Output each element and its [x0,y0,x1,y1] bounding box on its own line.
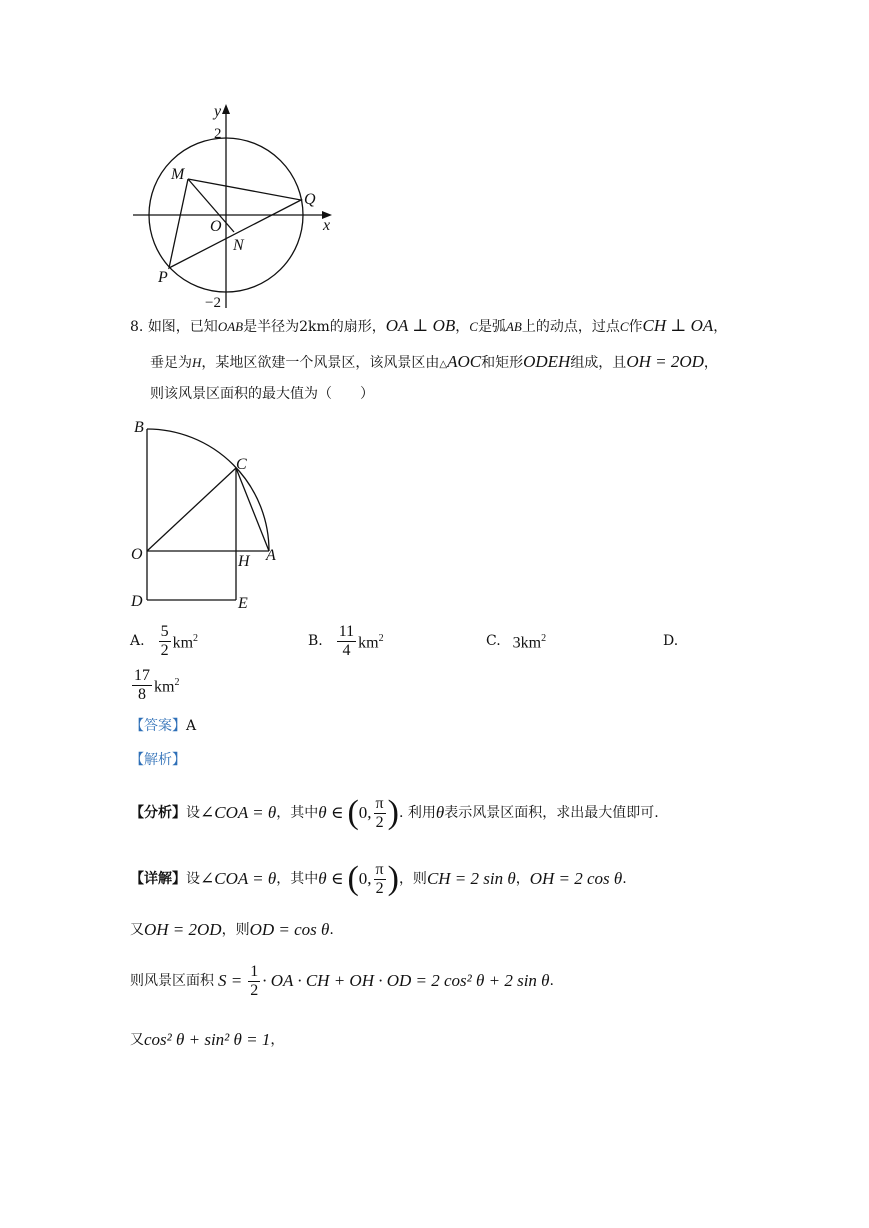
question-line-1: 8. 如图，已知OAB是半径为2km的扇形，OA ⊥ OB，C是弧AB上的动点，过点C作CH ⊥ OA， [130,316,728,335]
label-2: 2 [214,126,222,142]
label-N: N [233,237,244,254]
label-Q: Q [304,191,316,208]
option-c[interactable]: C. $3km^2$ [486,632,547,652]
label-B: B [134,419,144,436]
label-H: H [238,553,250,570]
label-x: x [323,217,331,234]
fraction: $\frac{17}{8}$ [134,666,150,703]
fraction: $\frac{11}{4}$ [338,622,355,659]
fraction: $\frac{\pi}{2}$ [375,794,384,831]
option-a[interactable]: A. $\frac{5}{2}$ $km^2$ [130,622,199,659]
fenxi-line: 【分析】 设 ∠COA = θ ，其中 θ ∈ ( 0, $\frac{\pi}{2}$ ) . 利用 θ 表示风景区面积，求出最大值即可. [130,794,659,831]
option-d-label[interactable]: D. [663,633,679,649]
label-C: C [236,456,247,473]
arc-ab [147,429,269,551]
label-E: E [238,595,248,612]
line-area: 则风景区面积 S = $\frac{1}{2}$ · OA · CH + OH · OD = 2 cos² θ + 2 sin θ . [130,962,554,999]
analysis-tag: 【解析】 [130,752,186,768]
answer-tag: 【答案】 [130,718,186,734]
label-O: O [131,546,143,563]
answer-value: A [186,718,197,734]
option-d-value[interactable]: $\frac{17}{8}$ $km^2$ [134,666,180,703]
label-O: O [210,218,222,235]
label-M: M [171,166,185,183]
label-neg2: −2 [205,295,221,311]
answer-line [130,716,196,736]
label-A: A [266,547,276,564]
fraction: $\frac{5}{2}$ [160,622,169,659]
segment-ca [236,468,269,551]
question-line-3: 则该风景区面积的最大值为（ ） [150,386,374,402]
segment-oc [147,468,236,551]
label-D: D [131,593,143,610]
question-number: 8. [130,319,144,335]
line-last: 又 cos² θ + sin² θ = 1 ， [130,1030,285,1049]
line-you: 又 OH = 2OD ，则 OD = cos θ . [130,920,334,939]
xiangjie-line: 【详解】 设 ∠COA = θ ，其中 θ ∈ ( 0, $\frac{\pi}{2}$ ) ，则 CH = 2 sin θ ， OH = 2 cos θ . [130,860,627,897]
label-P: P [158,269,168,286]
triangle-mqp [169,179,301,268]
fraction: $\frac{\pi}{2}$ [375,860,384,897]
option-b[interactable]: B. $\frac{11}{4}$ $km^2$ [308,622,384,659]
sector-figure [128,416,283,614]
y-arrow [222,104,230,114]
label-y: y [214,103,222,120]
fraction: $\frac{1}{2}$ [250,962,259,999]
circle-figure [128,100,343,312]
question-line-2: 垂足为H，某地区欲建一个风景区，该风景区由△AOC和矩形ODEH组成，且OH = 2OD， [150,352,718,371]
